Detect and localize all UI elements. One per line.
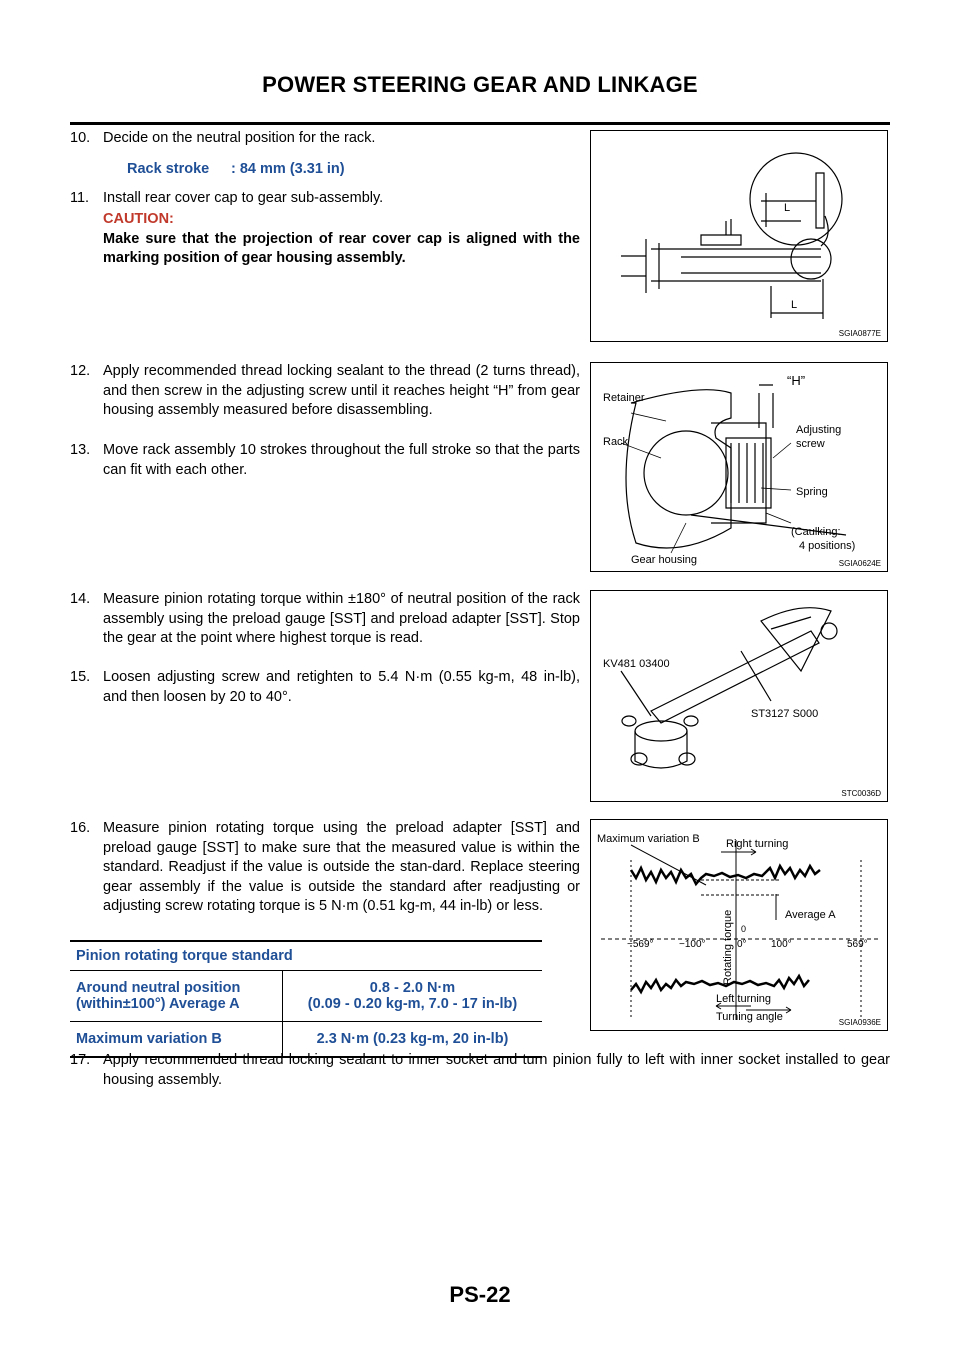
step-number: 12. — [70, 363, 91, 379]
preload-gauge-illustration — [591, 591, 887, 801]
caulking-label: 4 positions) — [799, 540, 856, 552]
page-number: PS-22 — [449, 1282, 511, 1307]
page-title: POWER STEERING GEAR AND LINKAGE — [262, 72, 698, 97]
table-title: Pinion rotating torque standard — [70, 941, 542, 971]
step-17 — [70, 1051, 890, 1090]
step-text: Apply recommended thread locking sealant to inner socket and turn pinion fully to left with inner socket installed to gear housing assembly. — [103, 1052, 890, 1088]
adjusting-label: screw — [796, 438, 825, 450]
average-label: Average A — [785, 909, 836, 921]
tick-label: 100° — [771, 939, 792, 950]
tick-label: −100° — [679, 939, 706, 950]
row-value-line: (0.09 - 0.20 kg-m, 7.0 - 17 in-lb) — [307, 996, 518, 1012]
step-number: 13. — [70, 442, 91, 458]
figure-id: SGIA0624E — [838, 559, 881, 568]
rack-stroke-value: : 84 mm (3.31 in) — [231, 161, 345, 177]
step-number: 14. — [70, 591, 91, 607]
figure-adjusting-screw — [590, 362, 888, 572]
step-12 — [70, 362, 580, 421]
step-text: Measure pinion rotating torque using the preload adapter [SST] and preload gauge [SST] to make sure that the measured value is within the standard. Readjust if the value is outside the stan-dard. Replace steering gear assembly if the value is outside the standard after readjusting or adjusting screw rotating torque is 5 N·m (0.51 kg-m, 44 in-lb) or less. — [103, 820, 580, 914]
step-text: Install rear cover cap to gear sub-assembly. — [103, 190, 384, 206]
step-text: Loosen adjusting screw and retighten to 5.4 N·m (0.55 kg-m, 48 in-lb), and then loosen by 20 to 40°. — [103, 669, 580, 705]
table-row — [70, 971, 542, 1022]
gear-housing-label: Gear housing — [631, 554, 698, 566]
figure-id: SGIA0877E — [838, 329, 881, 338]
figure-rack-stroke — [590, 130, 888, 342]
rack-stroke-label: Rack stroke — [127, 161, 210, 177]
right-turning-label: Right turning — [726, 838, 789, 850]
torque-standard-table — [70, 940, 542, 1058]
table-cell-label — [70, 971, 283, 1022]
table-cell-label: Maximum variation B — [70, 1022, 283, 1058]
step-text: Move rack assembly 10 strokes throughout the full stroke so that the parts can fit with each other. — [103, 442, 580, 478]
figure-id: STC0036D — [841, 789, 881, 798]
rack-label: Rack — [603, 436, 629, 448]
header-rule — [70, 122, 890, 125]
tick-label: −569° — [627, 939, 654, 950]
caulking-label: (Caulking: — [791, 526, 841, 538]
tool-label: ST3127 S000 — [751, 708, 819, 720]
tool-label: KV481 03400 — [603, 658, 670, 670]
dim-label: L — [784, 202, 791, 214]
step-11 — [70, 189, 580, 209]
figure-torque-graph — [590, 819, 888, 1031]
step-text: Apply recommended thread locking sealant to the thread (2 turns thread), and then screw in the adjusting screw until it reaches height “H” from gear housing assembly measured before disassembling. — [103, 363, 580, 418]
torque-graph-illustration — [591, 820, 887, 1030]
dim-label: L — [791, 299, 798, 311]
figure-id: SGIA0936E — [838, 1018, 881, 1027]
caution-block — [103, 210, 580, 269]
step-14 — [70, 590, 580, 649]
caution-text: Make sure that the projection of rear cover cap is aligned with the marking position of gear housing assembly. — [103, 230, 580, 266]
table-cell-value — [283, 971, 543, 1022]
rack-stroke-illustration — [591, 131, 887, 341]
max-variation-label: Maximum variation B — [597, 833, 700, 845]
h-label: “H” — [787, 373, 806, 388]
row-label-line: (within±100°) Average A — [76, 996, 240, 1012]
step-10 — [70, 129, 580, 149]
step-number: 10. — [70, 130, 91, 146]
tick-label: 569° — [847, 939, 868, 950]
table-cell-value: 2.3 N·m (0.23 kg-m, 20 in-lb) — [283, 1022, 543, 1058]
caution-heading: CAUTION: — [103, 211, 174, 227]
rotating-torque-label: Rotating torque — [722, 909, 734, 985]
left-turning-label: Left turning — [716, 993, 772, 1005]
step-number: 15. — [70, 669, 91, 685]
step-number: 11. — [70, 190, 90, 206]
row-label-line: Around neutral position — [76, 980, 241, 996]
figure-preload-gauge — [590, 590, 888, 802]
step-text: Measure pinion rotating torque within ±180° of neutral position of the rack assembly using the preload gauge [SST] and preload adapter [SST]. Stop the gear at the point where highest torque is read. — [103, 591, 580, 646]
tick-label: 0° — [737, 939, 747, 950]
spring-label: Spring — [796, 486, 828, 498]
turning-angle-label: Turning angle — [716, 1011, 783, 1023]
retainer-label: Retainer — [603, 392, 645, 404]
step-15 — [70, 668, 580, 707]
step-number: 17. — [70, 1052, 91, 1068]
step-16 — [70, 819, 580, 917]
row-value-line: 0.8 - 2.0 N·m — [369, 980, 456, 996]
adjusting-screw-illustration — [591, 363, 887, 571]
zero-label: 0 — [741, 924, 747, 934]
adjusting-label: Adjusting — [796, 424, 842, 436]
step-number: 16. — [70, 820, 91, 836]
step-text: Decide on the neutral position for the rack. — [103, 130, 376, 146]
step-13 — [70, 441, 580, 480]
